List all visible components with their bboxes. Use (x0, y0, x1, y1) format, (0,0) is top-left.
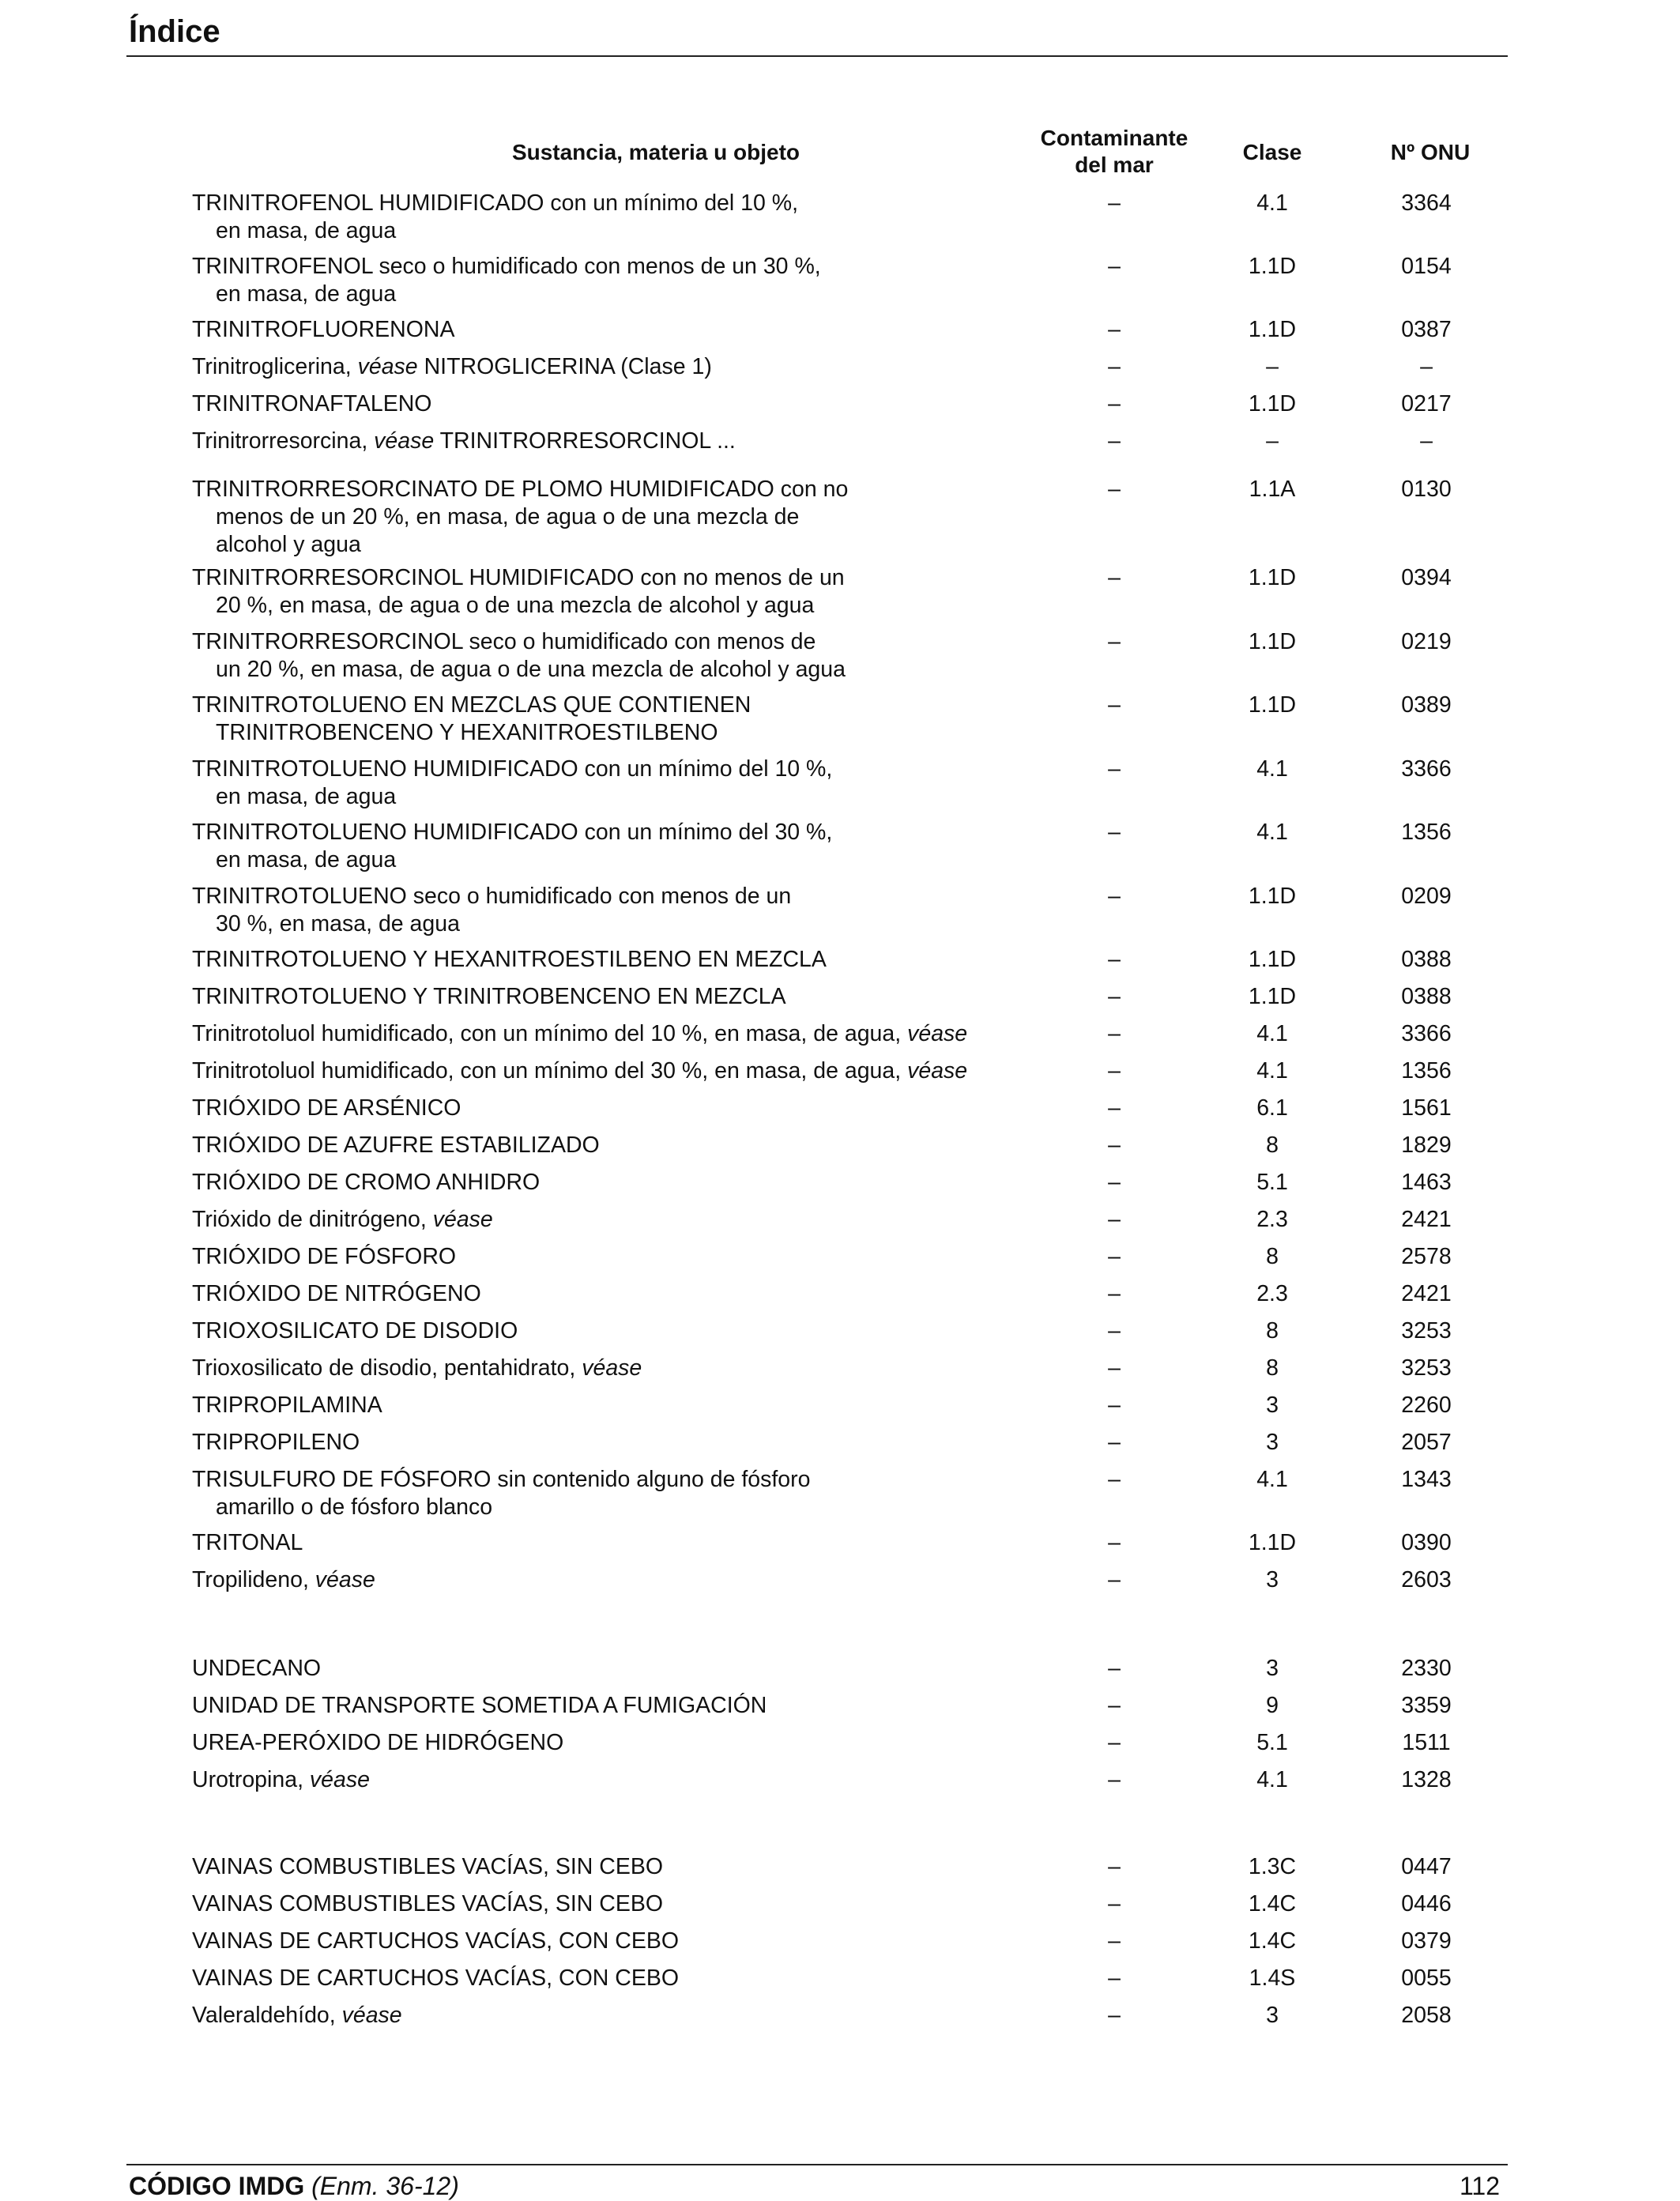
un-number-cell: 2058 (1401, 2003, 1452, 2028)
class-cell: 4.1 (1256, 820, 1288, 845)
substance-qualifier: seco o humidificado con menos de un 30 %, (372, 254, 821, 279)
substance-cell (192, 190, 1006, 245)
substance-cell (192, 1057, 1006, 1085)
substance-cell (192, 316, 1006, 344)
see-target: NITROGLICERINA (Clase 1) (417, 354, 712, 379)
substance-cell (192, 2002, 1006, 2030)
un-number-cell: 2260 (1401, 1393, 1452, 1418)
marine-pollutant-cell: – (1108, 254, 1121, 279)
class-cell: 2.3 (1256, 1207, 1288, 1232)
see-reference: véase (907, 1021, 968, 1046)
substance-line (192, 1095, 1006, 1122)
footer-title (129, 2172, 459, 2201)
substance-cell (192, 564, 1006, 620)
substance-name: TRIÓXIDO DE ARSÉNICO (192, 1095, 461, 1121)
un-number-cell: 2057 (1401, 1430, 1452, 1455)
substance-continuation: menos de un 20 %, en masa, de agua o de una mezcla de (216, 504, 800, 530)
header-substance: Sustancia, materia u objeto (511, 140, 800, 164)
un-number-cell: 1561 (1401, 1095, 1452, 1121)
synonym-name: Trioxosilicato de disodio, pentahidrato, (192, 1355, 582, 1381)
substance-continuation: 20 %, en masa, de agua o de una mezcla de alcohol y agua (216, 593, 815, 618)
marine-pollutant-cell: – (1108, 1767, 1121, 1792)
un-number-cell: 3359 (1401, 1693, 1452, 1718)
un-number-cell: 0217 (1401, 391, 1452, 416)
header-marine-pollutant (1019, 125, 1209, 179)
see-reference: véase (341, 2003, 402, 2028)
substance-line (192, 564, 1006, 592)
substance-line (192, 353, 1006, 381)
substance-line (192, 1429, 1006, 1457)
substance-line (192, 1280, 1006, 1308)
substance-line (192, 883, 1006, 910)
un-number-cell: 2578 (1401, 1244, 1452, 1269)
page-number: 112 (1459, 2172, 1500, 2200)
substance-name: TRINITRORRESORCINOL HUMIDIFICADO (192, 565, 635, 590)
marine-pollutant-cell: – (1108, 1854, 1121, 1879)
class-cell: 3 (1266, 1656, 1279, 1681)
table-header (0, 123, 1680, 183)
substance-qualifier: sin contenido alguno de fósforo (491, 1467, 811, 1492)
marine-pollutant-cell: – (1108, 1207, 1121, 1232)
marine-pollutant-cell: – (1108, 354, 1121, 379)
un-number-cell: 2421 (1401, 1281, 1452, 1306)
substance-line (192, 1466, 1006, 1494)
un-number-cell: 2603 (1401, 1567, 1452, 1592)
marine-pollutant-cell: – (1108, 947, 1121, 972)
substance-line (192, 946, 1006, 974)
un-number-cell: 3366 (1401, 1021, 1452, 1046)
marine-pollutant-cell: – (1108, 756, 1121, 782)
substance-cell (192, 756, 1006, 811)
marine-pollutant-cell: – (1108, 1133, 1121, 1158)
un-number-cell: 0379 (1401, 1928, 1452, 1954)
substance-line (192, 1355, 1006, 1382)
un-number-cell: 0447 (1401, 1854, 1452, 1879)
substance-cell (192, 946, 1006, 974)
class-cell: 1.1D (1248, 391, 1297, 416)
substance-line (192, 1766, 1006, 1794)
marine-pollutant-cell: – (1108, 1430, 1121, 1455)
class-cell: 1.1D (1248, 629, 1297, 654)
un-number-cell: 3253 (1401, 1318, 1452, 1344)
marine-pollutant-cell: – (1108, 1318, 1121, 1344)
see-target: TRINITRORRESORCINOL ... (434, 428, 736, 454)
class-cell: 1.1D (1248, 692, 1297, 718)
substance-continuation: 30 %, en masa, de agua (216, 911, 460, 937)
header-un-number: Nº ONU (1390, 140, 1471, 164)
marine-pollutant-cell: – (1108, 1693, 1121, 1718)
class-cell: 3 (1266, 2003, 1279, 2028)
class-cell: 8 (1266, 1244, 1279, 1269)
substance-name: TRINITROFENOL (192, 254, 373, 279)
un-number-cell: 0389 (1401, 692, 1452, 718)
un-number-cell: 0055 (1401, 1965, 1452, 1991)
marine-pollutant-cell: – (1108, 1467, 1121, 1492)
top-divider (126, 55, 1508, 57)
un-number-cell: 2330 (1401, 1656, 1452, 1681)
class-cell: 8 (1266, 1318, 1279, 1344)
see-reference: véase (357, 354, 418, 379)
un-number-cell: 3364 (1401, 190, 1452, 216)
marine-pollutant-cell: – (1108, 477, 1121, 502)
substance-name: VAINAS DE CARTUCHOS VACÍAS, CON CEBO (192, 1965, 680, 1991)
substance-line (192, 1392, 1006, 1419)
substance-cell (192, 819, 1006, 874)
see-reference: véase (432, 1207, 493, 1232)
substance-qualifier: seco o humidificado con menos de un (406, 884, 792, 909)
substance-cell (192, 1280, 1006, 1308)
class-cell: 4.1 (1256, 190, 1288, 216)
substance-line (192, 1529, 1006, 1557)
un-number-cell: 1356 (1401, 1058, 1452, 1084)
substance-line (192, 628, 1006, 656)
substance-cell (192, 253, 1006, 308)
substance-line (192, 1692, 1006, 1720)
substance-qualifier: con un mínimo del 10 %, (578, 756, 833, 782)
marine-pollutant-cell: – (1108, 1530, 1121, 1555)
marine-pollutant-cell: – (1108, 1656, 1121, 1681)
substance-continuation: amarillo o de fósforo blanco (216, 1494, 493, 1520)
substance-cell (192, 1020, 1006, 1048)
see-reference: véase (309, 1767, 370, 1792)
substance-continuation: alcohol y agua (216, 532, 361, 557)
substance-cell (192, 1095, 1006, 1122)
class-cell: 9 (1266, 1693, 1279, 1718)
substance-name: VAINAS COMBUSTIBLES VACÍAS, SIN CEBO (192, 1891, 664, 1916)
marine-pollutant-cell: – (1108, 1021, 1121, 1046)
marine-pollutant-cell: – (1108, 1393, 1121, 1418)
substance-name: TRINITROTOLUENO Y TRINITROBENCENO EN MEZCLA (192, 984, 786, 1009)
substance-cell (192, 1729, 1006, 1757)
un-number-cell: 0388 (1401, 984, 1452, 1009)
substance-cell (192, 1692, 1006, 1720)
substance-continuation: TRINITROBENCENO Y HEXANITROESTILBENO (216, 720, 718, 745)
substance-cell (192, 1766, 1006, 1794)
substance-line (192, 1132, 1006, 1159)
substance-line (192, 253, 1006, 281)
see-reference: véase (374, 428, 435, 454)
substance-cell (192, 428, 1006, 455)
substance-qualifier: con un mínimo del 30 %, (578, 820, 833, 845)
class-cell: 5.1 (1256, 1170, 1288, 1195)
synonym-name: Trinitroglicerina, (192, 354, 358, 379)
substance-name: TRINITROTOLUENO HUMIDIFICADO (192, 820, 578, 845)
marine-pollutant-cell: – (1108, 629, 1121, 654)
substance-cell (192, 1429, 1006, 1457)
synonym-name: Trióxido de dinitrógeno, (192, 1207, 433, 1232)
substance-name: TRIÓXIDO DE NITRÓGENO (192, 1281, 481, 1306)
substance-cell (192, 883, 1006, 938)
substance-name: TRINITROFLUORENONA (192, 317, 455, 342)
class-cell: 3 (1266, 1430, 1279, 1455)
substance-name: TRINITRONAFTALENO (192, 391, 432, 416)
substance-line (192, 316, 1006, 344)
substance-cell (192, 390, 1006, 418)
marine-pollutant-cell: – (1108, 1965, 1121, 1991)
footer-edition: (Enm. 36-12) (311, 2172, 459, 2200)
substance-name: TRINITROFENOL HUMIDIFICADO (192, 190, 544, 216)
substance-continuation: en masa, de agua (216, 847, 397, 872)
footer-code: CÓDIGO IMDG (129, 2172, 305, 2200)
substance-line (192, 390, 1006, 418)
class-cell: 1.1D (1248, 565, 1297, 590)
marine-pollutant-cell: – (1108, 1928, 1121, 1954)
substance-name: VAINAS DE CARTUCHOS VACÍAS, CON CEBO (192, 1928, 680, 1954)
substance-line (192, 819, 1006, 846)
un-number-cell: 1463 (1401, 1170, 1452, 1195)
marine-pollutant-cell: – (1108, 2003, 1121, 2028)
class-cell: – (1266, 428, 1279, 454)
marine-pollutant-cell: – (1108, 984, 1121, 1009)
un-number-cell: 3366 (1401, 756, 1452, 782)
page-title: Índice (129, 14, 220, 49)
substance-name: TRINITRORRESORCINOL (192, 629, 463, 654)
class-cell: 1.3C (1248, 1854, 1297, 1879)
substance-cell (192, 1243, 1006, 1271)
substance-cell (192, 692, 1006, 747)
substance-continuation: en masa, de agua (216, 218, 397, 243)
substance-cell (192, 1853, 1006, 1881)
substance-continuation: en masa, de agua (216, 281, 397, 307)
see-reference: véase (582, 1355, 642, 1381)
class-cell: 4.1 (1256, 1021, 1288, 1046)
marine-pollutant-cell: – (1108, 317, 1121, 342)
substance-line (192, 1317, 1006, 1345)
bottom-divider (126, 2164, 1508, 2165)
substance-line (192, 1890, 1006, 1918)
substance-cell (192, 1317, 1006, 1345)
substance-name: TRIOXOSILICATO DE DISODIO (192, 1318, 518, 1344)
substance-line (192, 476, 1006, 503)
substance-line (192, 1655, 1006, 1683)
un-number-cell: 1328 (1401, 1767, 1452, 1792)
substance-cell (192, 1206, 1006, 1234)
substance-line (192, 1928, 1006, 1955)
un-number-cell: 3253 (1401, 1355, 1452, 1381)
substance-line (192, 1965, 1006, 1992)
substance-name: UNDECANO (192, 1656, 322, 1681)
substance-cell (192, 1890, 1006, 1918)
class-cell: 4.1 (1256, 1058, 1288, 1084)
class-cell: 4.1 (1256, 1767, 1288, 1792)
substance-line (192, 1243, 1006, 1271)
marine-pollutant-cell: – (1108, 391, 1121, 416)
substance-name: TRIÓXIDO DE FÓSFORO (192, 1244, 457, 1269)
substance-cell (192, 1466, 1006, 1521)
class-cell: 1.1D (1248, 254, 1297, 279)
un-number-cell: – (1420, 354, 1433, 379)
synonym-name: Tropilideno, (192, 1567, 315, 1592)
substance-cell (192, 1169, 1006, 1197)
un-number-cell: 2421 (1401, 1207, 1452, 1232)
class-cell: 4.1 (1256, 1467, 1288, 1492)
marine-pollutant-cell: – (1108, 820, 1121, 845)
substance-line (192, 1206, 1006, 1234)
class-cell: 1.1D (1248, 884, 1297, 909)
class-cell: 1.4C (1248, 1928, 1297, 1954)
substance-name: TRIPROPILENO (192, 1430, 360, 1455)
substance-name: TRINITROTOLUENO Y HEXANITROESTILBENO EN MEZCLA (192, 947, 827, 972)
substance-line (192, 2002, 1006, 2030)
un-number-cell: 0387 (1401, 317, 1452, 342)
substance-line (192, 1020, 1006, 1048)
marine-pollutant-cell: – (1108, 1355, 1121, 1381)
marine-pollutant-cell: – (1108, 1281, 1121, 1306)
class-cell: 6.1 (1256, 1095, 1288, 1121)
marine-pollutant-cell: – (1108, 1891, 1121, 1916)
substance-cell (192, 628, 1006, 684)
class-cell: 1.4C (1248, 1891, 1297, 1916)
un-number-cell: 1511 (1402, 1730, 1451, 1755)
header-marine-line1: Contaminante (1040, 126, 1188, 150)
substance-qualifier: con no menos de un (634, 565, 845, 590)
substance-qualifier: seco o humidificado con menos de (462, 629, 816, 654)
substance-line (192, 1057, 1006, 1085)
synonym-name: Trinitrotoluol humidificado, con un mínimo del 10 %, en masa, de agua, (192, 1021, 908, 1046)
substance-name: TRIPROPILAMINA (192, 1393, 382, 1418)
class-cell: 3 (1266, 1567, 1279, 1592)
marine-pollutant-cell: – (1108, 1730, 1121, 1755)
class-cell: 1.1D (1248, 1530, 1297, 1555)
substance-cell (192, 1655, 1006, 1683)
synonym-name: Valeraldehído, (192, 2003, 342, 2028)
un-number-cell: 0154 (1401, 254, 1452, 279)
substance-line (192, 428, 1006, 455)
class-cell: 8 (1266, 1355, 1279, 1381)
marine-pollutant-cell: – (1108, 1567, 1121, 1592)
substance-line (192, 190, 1006, 217)
substance-cell (192, 1392, 1006, 1419)
un-number-cell: 0209 (1401, 884, 1452, 909)
un-number-cell: 1356 (1401, 820, 1452, 845)
class-cell: 1.1A (1249, 477, 1296, 502)
substance-qualifier: con no (774, 477, 849, 502)
marine-pollutant-cell: – (1108, 1095, 1121, 1121)
substance-cell (192, 1928, 1006, 1955)
substance-name: TRITONAL (192, 1530, 303, 1555)
substance-name: TRIÓXIDO DE CROMO ANHIDRO (192, 1170, 541, 1195)
un-number-cell: 0446 (1401, 1891, 1452, 1916)
class-cell: 3 (1266, 1393, 1279, 1418)
class-cell: 8 (1266, 1133, 1279, 1158)
see-reference: véase (907, 1058, 968, 1084)
header-marine-line2: del mar (1075, 153, 1154, 177)
un-number-cell: 0394 (1401, 565, 1452, 590)
substance-name: UREA-PERÓXIDO DE HIDRÓGENO (192, 1730, 564, 1755)
substance-cell (192, 476, 1006, 559)
marine-pollutant-cell: – (1108, 565, 1121, 590)
substance-continuation: en masa, de agua (216, 784, 397, 809)
un-number-cell: 0219 (1401, 629, 1452, 654)
substance-cell (192, 1566, 1006, 1594)
substance-name: TRINITROTOLUENO (192, 884, 407, 909)
substance-name: TRINITROTOLUENO HUMIDIFICADO (192, 756, 578, 782)
substance-name: TRINITROTOLUENO EN MEZCLAS QUE CONTIENEN (192, 692, 751, 718)
substance-name: TRINITRORRESORCINATO DE PLOMO HUMIDIFICADO (192, 477, 774, 502)
substance-line (192, 1169, 1006, 1197)
substance-cell (192, 1965, 1006, 1992)
substance-line (192, 1566, 1006, 1594)
un-number-cell: – (1420, 428, 1433, 454)
class-cell: 1.1D (1248, 317, 1297, 342)
marine-pollutant-cell: – (1108, 1170, 1121, 1195)
substance-cell (192, 983, 1006, 1011)
marine-pollutant-cell: – (1108, 1058, 1121, 1084)
class-cell: 1.4S (1249, 1965, 1296, 1991)
marine-pollutant-cell: – (1108, 692, 1121, 718)
substance-cell (192, 1355, 1006, 1382)
class-cell: 5.1 (1256, 1730, 1288, 1755)
substance-line (192, 1853, 1006, 1881)
marine-pollutant-cell: – (1108, 190, 1121, 216)
un-number-cell: 0390 (1401, 1530, 1452, 1555)
marine-pollutant-cell: – (1108, 1244, 1121, 1269)
un-number-cell: 1829 (1401, 1133, 1452, 1158)
marine-pollutant-cell: – (1108, 428, 1121, 454)
substance-qualifier: con un mínimo del 10 %, (544, 190, 799, 216)
synonym-name: Trinitrotoluol humidificado, con un mínimo del 30 %, en masa, de agua, (192, 1058, 908, 1084)
substance-line (192, 756, 1006, 783)
un-number-cell: 0388 (1401, 947, 1452, 972)
substance-cell (192, 353, 1006, 381)
substance-name: VAINAS COMBUSTIBLES VACÍAS, SIN CEBO (192, 1854, 664, 1879)
substance-line (192, 1729, 1006, 1757)
class-cell: – (1266, 354, 1279, 379)
substance-cell (192, 1529, 1006, 1557)
class-cell: 2.3 (1256, 1281, 1288, 1306)
substance-line (192, 983, 1006, 1011)
substance-name: TRISULFURO DE FÓSFORO (192, 1467, 492, 1492)
substance-cell (192, 1132, 1006, 1159)
substance-continuation: un 20 %, en masa, de agua o de una mezcla de alcohol y agua (216, 657, 846, 682)
substance-name: UNIDAD DE TRANSPORTE SOMETIDA A FUMIGACIÓN (192, 1693, 767, 1718)
un-number-cell: 0130 (1401, 477, 1452, 502)
class-cell: 4.1 (1256, 756, 1288, 782)
un-number-cell: 1343 (1401, 1467, 1452, 1492)
class-cell: 1.1D (1248, 984, 1297, 1009)
substance-line (192, 692, 1006, 719)
synonym-name: Urotropina, (192, 1767, 310, 1792)
header-class: Clase (1242, 140, 1302, 164)
see-reference: véase (315, 1567, 375, 1592)
class-cell: 1.1D (1248, 947, 1297, 972)
substance-name: TRIÓXIDO DE AZUFRE ESTABILIZADO (192, 1133, 600, 1158)
marine-pollutant-cell: – (1108, 884, 1121, 909)
synonym-name: Trinitrorresorcina, (192, 428, 375, 454)
